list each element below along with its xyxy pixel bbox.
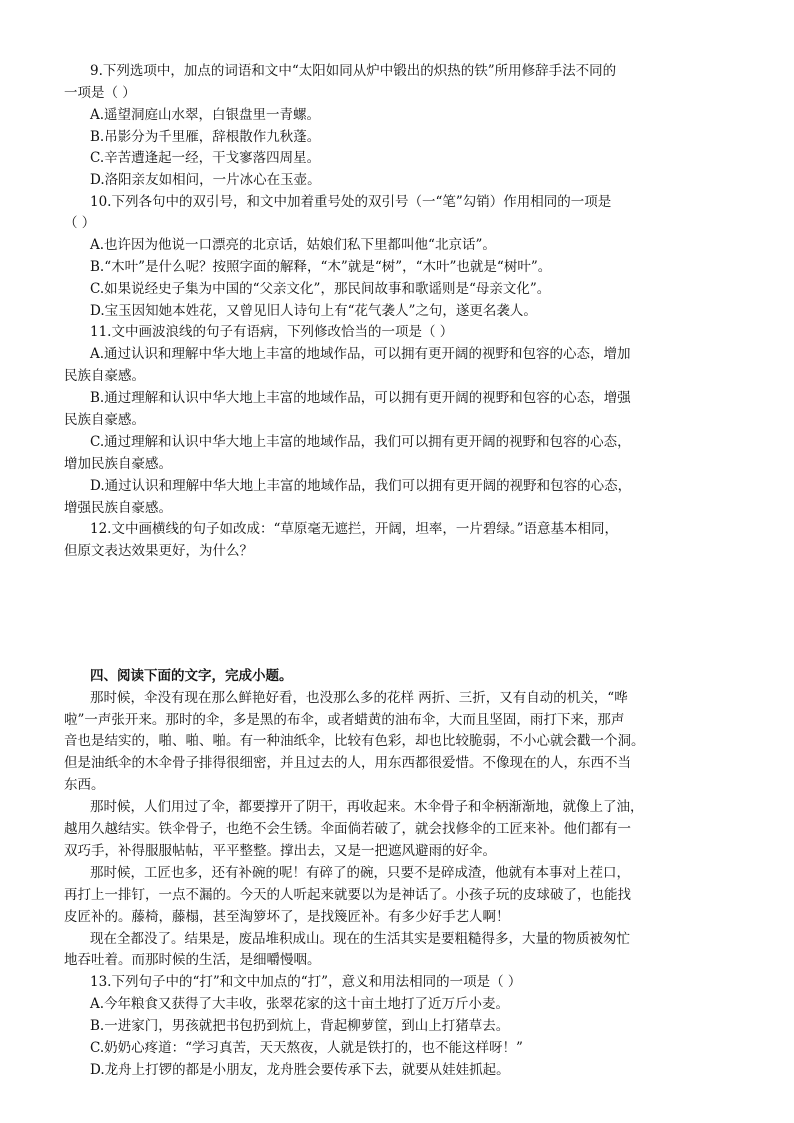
q13-option-a: A.今年粮食又获得了大丰收，张翠花家的这十亩土地打了近万斤小麦。: [90, 996, 510, 1012]
passage-p4-line1: 现在全都没了。结果是，废品堆积成山。现在的生活其实是要粗糙得多，大量的物质被匆忙: [90, 931, 630, 947]
q13-option-b: B.一进家门，男孩就把书包扔到炕上，背起柳萝筐，到山上打猪草去。: [90, 1018, 510, 1034]
q9-option-d: D.洛阳亲友如相问，一片冰心在玉壶。: [90, 172, 321, 188]
passage-p1-line3: 音也是结实的，啪、啪、啪。有一种油纸伞，比较有色彩，却也比较脆弱，不小心就会戳一个洞。: [64, 733, 645, 749]
passage-p2-line1: 那时候，人们用过了伞，都要撑开了阴干，再收起来。木伞骨子和伞柄渐渐地，就像上了油，: [90, 799, 644, 815]
q13-stem: 13.下列句子中的“打”和文中加点的“打”，意义和用法相同的一项是（ ）: [90, 974, 522, 990]
section-heading: 四、阅读下面的文字，完成小题。: [90, 668, 293, 684]
q9-stem-line1: 9.下列选项中，加点的词语和文中“太阳如同从炉中锻出的炽热的铁”所用修辞手法不同的: [90, 63, 617, 79]
q10-stem-line1: 10.下列各句中的双引号，和文中加着重号处的双引号（一“笔”勾销）作用相同的一项是: [90, 194, 612, 210]
q9-stem-line2: 一项是（ ）: [64, 85, 136, 101]
q11-option-d-line2: 增强民族自豪感。: [64, 500, 172, 516]
q11-option-d-line1: D.通过认识和理解中华大地上丰富的地域作品，我们可以拥有更开阔的视野和包容的心态，: [90, 478, 632, 494]
q10-option-d: D.宝玉因知她本姓花，又曾见旧人诗句上有“花气袭人”之句，遂更名袭人。: [90, 303, 537, 319]
passage-p2-line2: 越用久越结实。铁伞骨子，也绝不会生锈。伞面倘若破了，就会找修伞的工匠来补。他们都有一: [64, 821, 631, 837]
q11-option-c-line1: C.通过理解和认识中华大地上丰富的地域作品，我们可以拥有更开阔的视野和包容的心态，: [90, 434, 631, 450]
q13-option-c: C.奶奶心疼道：“学习真苦，天天熬夜，人就是铁打的，也不能这样呀！”: [90, 1040, 523, 1056]
q10-option-c: C.如果说经史子集为中国的“父亲文化”，那民间故事和歌谣则是“母亲文化”。: [90, 281, 551, 297]
passage-p1-line2: 啦”一声张开来。那时的伞，多是黑的布伞，或者蜡黄的油布伞，大而且坚固，雨打下来，那声: [64, 712, 625, 728]
q11-stem: 11.文中画波浪线的句子有语病，下列修改恰当的一项是（ ）: [90, 324, 454, 340]
passage-p3-line1: 那时候，工匠也多，还有补碗的呢！有碎了的碗，只要不是碎成渣，他就有本事对上茬口，: [90, 865, 630, 881]
q10-stem-line2: （ ）: [64, 215, 96, 231]
q10-option-b: B.“木叶”是什么呢？按照字面的解释，“木”就是“树”，“木叶”也就是“树叶”。: [90, 259, 552, 275]
q11-option-c-line2: 增加民族自豪感。: [64, 456, 172, 472]
q13-option-d: D.龙舟上打锣的都是小朋友，龙舟胜会要传承下去，就要从娃娃抓起。: [90, 1062, 510, 1078]
q11-option-b-line1: B.通过理解和认识中华大地上丰富的地域作品，可以拥有更开阔的视野和包容的心态，增强: [90, 390, 631, 406]
q12-stem-line1: 12.文中画横线的句子如改成：“草原毫无遮拦，开阔，坦率，一片碧绿。”语意基本相同，: [90, 521, 619, 537]
q9-option-a: A.遥望洞庭山水翠，白银盘里一青螺。: [90, 107, 321, 123]
q9-option-b: B.吊影分为千里雁，辞根散作九秋蓬。: [90, 129, 321, 145]
q11-option-a-line1: A.通过认识和理解中华大地上丰富的地域作品，可以拥有更开阔的视野和包容的心态，增加: [90, 346, 631, 362]
q11-option-b-line2: 民族自豪感。: [64, 412, 145, 428]
q11-option-a-line2: 民族自豪感。: [64, 368, 145, 384]
passage-p3-line2: 再打上一排钉，一点不漏的。今天的人听起来就要以为是神话了。小孩子玩的皮球破了，也能找: [64, 887, 631, 903]
passage-p3-line3: 皮匠补的。藤椅，藤榻，甚至淘箩坏了，是找篾匠补。有多少好手艺人啊！: [64, 909, 510, 925]
q12-stem-line2: 但原文表达效果更好，为什么？: [64, 543, 253, 559]
q9-option-c: C.辛苦遭逢起一经，干戈寥落四周星。: [90, 150, 321, 166]
passage-p1-line5: 东西。: [64, 777, 105, 793]
passage-p1-line4: 但是油纸伞的木伞骨子排得很细密，并且过去的人，用东西都很爱惜。不像现在的人，东西不当: [64, 755, 631, 771]
q10-option-a: A.也许因为他说一口漂亮的北京话，姑娘们私下里都叫他“北京话”。: [90, 237, 496, 253]
passage-p1-line1: 那时候，伞没有现在那么鲜艳好看，也没那么多的花样 两折、三折，又有自动的机关，“哗: [90, 690, 628, 706]
passage-p2-line3: 双巧手，补得服服帖帖，平平整整。撑出去，又是一把遮风避雨的好伞。: [64, 843, 496, 859]
passage-p4-line2: 地吞吐着。而那时候的生活，是细嚼慢咽。: [64, 952, 321, 968]
